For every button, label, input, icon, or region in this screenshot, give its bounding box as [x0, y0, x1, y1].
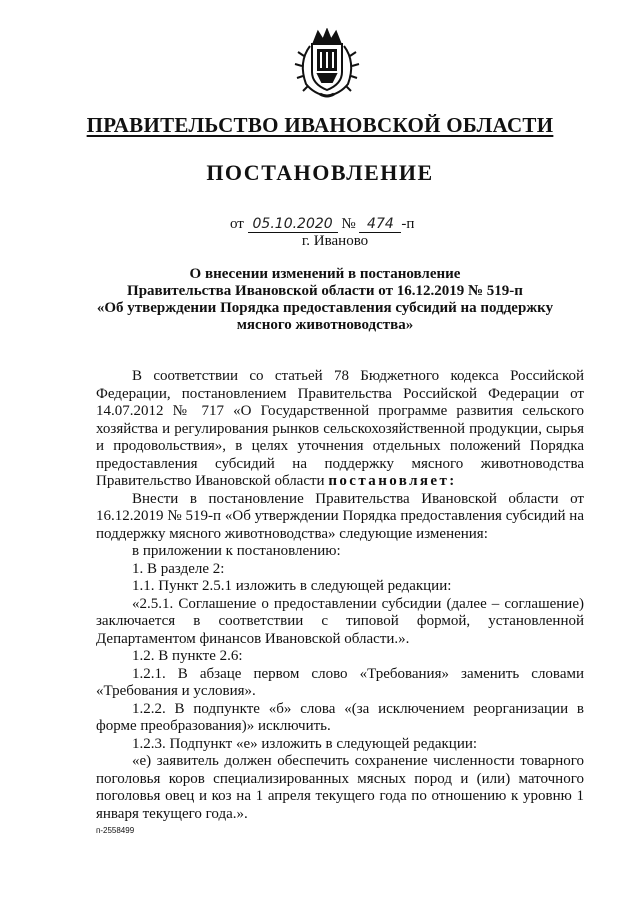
number-suffix: -п	[401, 216, 415, 232]
document-code: п-2558499	[96, 826, 135, 835]
document-body	[96, 368, 584, 823]
paragraph: 1.2. В пункте 2.6:	[132, 648, 243, 664]
ivanovo-coat-of-arms-icon	[294, 28, 360, 100]
paragraph: 1.1. Пункт 2.5.1 изложить в следующей редакции:	[132, 578, 452, 594]
government-title: ПРАВИТЕЛЬСТВО ИВАНОВСКОЙ ОБЛАСТИ	[86, 113, 554, 137]
paragraph: «е) заявитель должен обеспечить сохранение численности товарного поголовья коров специализированных мясных пород и (или) маточного поголовья овец и коз на 1 апреля текущего года по отношению к уровню 1 января текущего года.».	[96, 753, 584, 822]
subject-line: «Об утверждении Порядка предоставления субсидий на поддержку	[96, 300, 554, 316]
paragraph: 1.2.2. В подпункте «б» слова «(за исключением реорганизации в форме преобразования)» исключить.	[96, 700, 584, 734]
paragraph: «2.5.1. Соглашение о предоставлении субсидии (далее – соглашение) заключается в соответствии с типовой формой, установленной Департаментом финансов Ивановской области.».	[96, 595, 584, 647]
paragraph: Внести в постановление Правительства Ивановской области от 16.12.2019 № 519-п «Об утверждении Порядка предоставления субсидий на поддержку мясного животноводства» следующие изменения:	[96, 490, 584, 542]
subject-line: Правительства Ивановской области от 16.12.2019 № 519-п	[127, 283, 523, 299]
paragraph: 1.2.3. Подпункт «е» изложить в следующей редакции:	[132, 735, 478, 752]
paragraph: в приложении к постановлению:	[132, 543, 341, 559]
paragraph: 1. В разделе 2:	[132, 560, 225, 577]
handwritten-date: 05.10.2020	[248, 217, 338, 233]
document-type: ПОСТАНОВЛЕНИЕ	[206, 160, 434, 185]
date-number-line	[230, 216, 414, 233]
paragraph: 1.2.1. В абзаце первом слово «Требования» заменить словами «Требования и условия».	[96, 665, 584, 699]
city: г. Иваново	[301, 233, 369, 249]
paragraph	[96, 368, 584, 491]
date-prefix: от	[230, 216, 244, 232]
paragraph-text: В соответствии со статьей 78 Бюджетного кодекса Российской Федерации, постановлением Правительства Российской Федерации от 14.07.2012 № 717 «О Государственной программе развития сельского хозяйства и регулирования рынков сельскохозяйственной продукции, сырья и продовольствия», в целях уточнения отдельных положений Порядка предоставления субсидий на поддержку мясного животноводства Правительство Ивановской области	[96, 368, 584, 489]
document-subject	[80, 266, 570, 334]
subject-line: мясного животноводства»	[236, 317, 414, 333]
subject-line: О внесении изменений в постановление	[189, 266, 461, 282]
handwritten-number: 474	[359, 217, 401, 233]
number-sign: №	[341, 216, 356, 232]
resolution-word: постановляет:	[328, 473, 457, 489]
